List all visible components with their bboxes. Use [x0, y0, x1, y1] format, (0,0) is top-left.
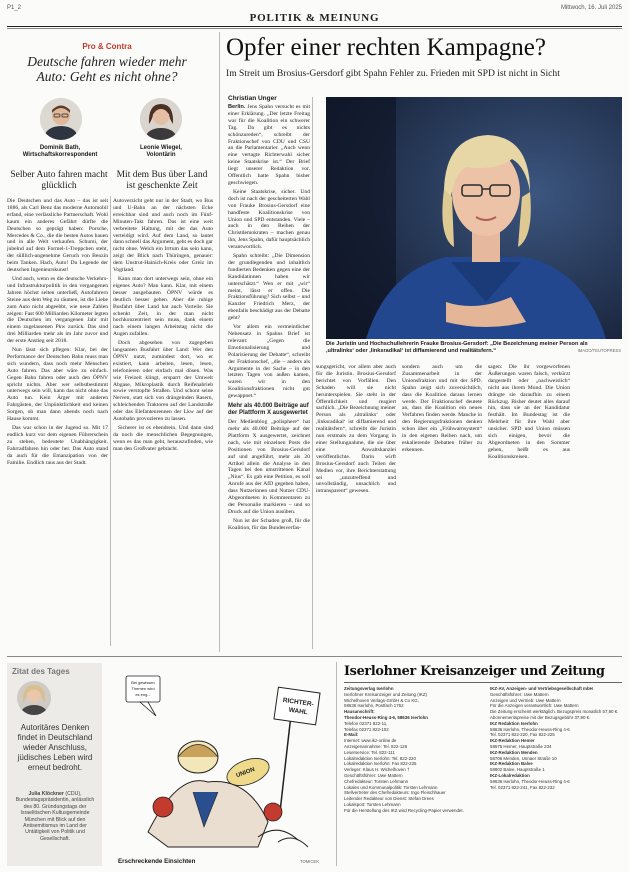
impressum-line: 58636 Iserlohn, Theodor-Heuss-Ring 4-6 — [490, 778, 570, 784]
cartoon-badge-text: UNION — [235, 766, 256, 780]
impressum-line: Zeitungsverlag Iserlohn — [344, 686, 394, 691]
quote-text: Autoritäres Denken findet in Deutschland wieder Anschluss, jüdisches Leben wird erneut bedroht. — [17, 723, 93, 772]
cartoon-bubble-text: Themen wird — [131, 686, 155, 691]
contra-paragraph: Doch abgesehen von zugegeben langsamen Busfahrt über Land: Wer den ÖPNV nutzt, zumindest dort, wo er existiert, kann arbeiten, lesen, lesen, telefonieren oder einfach mal dösen. Was wie Freizeit klingt, ersparrt der Umwelt Abgase, Mikroplastik durch Reifenabrieb sowie verstopfte Straßen. Und schont seine Nerven, statt sich von drängelnden Rasern, schleichenden Traktoren auf der Landstraße oder das Elefantenrennen der Lkw auf der Autobahn provozieren zu lassen. — [113, 340, 213, 423]
contra-paragraph: Autoverzicht geht nur in der Stadt, wo Bus und U-Bahn an der nächsten Ecke erreichbar sind und auch noch im Fünf-Minuten-Takt fahren. Das ist eine weit verbreitete Haltung, mit der das Auto verteidigt wird. Auf dem Land, so lautet dann schnell das Argument, geht es doch gar nicht ohne. Welch ein Irrtum das sein kann, zeigt der Blick nach Thüringen, genauer: dem Unstrut-Hainich-Kreis oder Greiz im Vogtland. — [113, 198, 213, 274]
masthead-rule-2 — [7, 28, 622, 29]
impressum-line: Anzeigenannahme: Tel. 822-126 — [344, 743, 408, 749]
impressum-line: Für die Anzeigen verantwortlich: Uwe Mattern — [490, 703, 579, 709]
cartoon-caption: Erschreckende Einsichten — [118, 858, 196, 865]
impressum-line: Telefon 02371 822-11, — [344, 720, 388, 726]
impressum-line: Tel. 02371 822-220, Fax 822-225 — [490, 732, 555, 738]
main-col1-p1: Jens Spahn versucht es mit einer Erklärung. „Der letzte Freitag war für die Koalition ein schwerer Tag. Da gibt es nichts schönzureden“, schreibt der Fraktionschef von CDU und CSU an die Parlamentarier. „Auch wenn eine vertagte Richterwahl sicher keine Staatskrise ist.“ Der Brief liegt unserer Redaktion vor. Offentlich hatte Spahn bisher geschwiegen. — [228, 104, 310, 186]
impressum-logo: Iserlohner Kreisanzeiger und Zeitung — [344, 664, 605, 679]
quote-label: Zitat des Tages — [12, 667, 70, 676]
impressum-line: 58636 Iserlohn, Postfach 1762 — [344, 703, 404, 709]
pro-body — [7, 198, 108, 646]
quote-attribution-name: Julia Klöckner — [28, 791, 64, 797]
impressum-line: IKZ-Redaktion Balve — [490, 761, 533, 767]
photo-credit: IMAGO/TEUTOPRESS — [577, 348, 621, 353]
main-col1-p4: Vor allem ein vermeintlicher Nebensatz in Spahns Brief ist relevant: „Gegen die Emotionalisierung und Polarisierung der Debatte“, schreibt der Fraktionschef, „die – anders als Argumente in der Sache – in den letzten Tagen von außen kamen, waren wir in den Koalitionsfraktionen nicht gut gewappnet.“ — [228, 324, 310, 400]
impressum-line: Stellvertreter des Chefredakteurs: Ingo Fleischhauer — [344, 790, 446, 796]
main-col1-p3: Spahn schreibt: „Die Dimension der grundlegenden und inhaltlich fundierten Bedenken gegen eine der Kandidatinnen haben wir unterschätzt.“ Wen er mit „wir“ meint, lässt er offen. Die Fraktionsführung? Sich selbst – und Kanzler Friedrich Merz, der ebenfalls beschädigt aus der Debatte geht? — [228, 253, 310, 322]
pro-paragraph: Die Deutschen und das Auto – das ist seit 1886, als Carl Benz das moderne Automobil erfand, eine verlässliche Partnerschaft. Wohl kaum ein anderes Gefährt dürfte die Deutschen so geprägt haben: Porsche, Mercedes & Co., die die besten Autos bauen und in alle Welt verkaufen. Schumi, der jubelnd auf dem Formel-1-Treppchen steht, der sülllich-angenehme Geruch von Benzin beim Tanken. Hach, Auto! Du Legende der deutschen Ingenieurskunst! — [7, 198, 108, 274]
impressum-line: Leitender Redakteur von Dienst: Stefan Drees — [344, 796, 434, 802]
impressum-line: IKZ-AV, Anzeigen- und Vertriebsgesellschaft mbH — [490, 686, 593, 691]
impressum-line: 58706 Menden, Unnaer Straße 10 — [490, 755, 557, 761]
main-photo — [326, 97, 622, 339]
bottom-rule — [7, 656, 622, 657]
main-headline: Opfer einer rechten Kampagne? — [226, 34, 546, 61]
main-subhead: Im Streit um Brosius-Gersdorf gibt Spahn Fehler zu. Frieden mit SPD ist nicht in Sicht — [226, 68, 560, 79]
impressum-line: Lokalredaktion Iserlohn: Tel. 822-220 — [344, 755, 416, 761]
impressum-line: Lokalredaktion Iserlohn: Fax 822-225 — [344, 761, 417, 767]
cartoon-sign-text: WAHL — [288, 706, 309, 717]
issue-date: Mittwoch, 16. Juli 2025 — [560, 5, 622, 11]
pro-author-portrait — [40, 98, 82, 140]
pro-headline: Selber Auto fahren macht glücklich — [10, 170, 108, 191]
main-col1b: Der Medienblog „polisphere“ hat mehr als 40.000 Beiträge auf der Plattform X ausgewertet, zeichnet nach, wie mit einzelnen Posts die Positionen von Brosius-Gersdorf auf und angeführt, mehr als 20 Artikel allein die Analyse in den Tagen bei den umstrittenen Kanal „Nius“. Es gab eine Petition, es soll Anrufe aus der AfD gegeben haben, dass Nutzerinnen und Nutzer CDU-Abgeordneten in Kommentaren zu der Personalie markieren – und so Druck auf die Union ausüben. — [228, 419, 310, 515]
impressum-line: Abonnementspreise mit der Bezugsgebühr 37,90 €. — [490, 714, 591, 720]
impressum-line: Wichelhoven Verlags-GmbH & Co KG, — [344, 697, 419, 703]
impressum-line: Geschäftsführer: Uwe Mattern — [490, 691, 549, 697]
impressum-line: Chefredakteur: Torsten Lehmann — [344, 778, 409, 784]
impressum-line: Lokales und Kommunalpolitik: Torsten Lehmann — [344, 784, 438, 790]
main-col1 — [228, 104, 310, 649]
masthead-rule — [7, 26, 622, 27]
impressum-line: Iserlohner Kreisanzeiger und Zeitung (IKZ) — [344, 691, 427, 697]
impressum-right — [490, 686, 622, 790]
impressum-line: Für die Herstellung des IKZ wird Recycling-Papier verwendet. — [344, 807, 464, 813]
quote-attribution — [13, 791, 97, 842]
contra-body — [113, 198, 213, 646]
impressum-line: Leserservice: Tel. 822-111 — [344, 749, 395, 755]
contra-paragraph: Sicherer ist es ebendrein. Und dann sind da noch die menschlichen Begegnungen, wenn es das man geht, herauszufinden, wie man den Großvater gebracht. — [113, 425, 213, 452]
impressum-line: Hausanschrift: — [344, 709, 375, 715]
quote-box — [7, 663, 102, 866]
procontra-divider — [110, 196, 111, 646]
impressum-line: Anzeigen und Vertrieb: Uwe Mattern — [490, 697, 561, 703]
impressum-line: 58675 Hemer, Hauptstraße 234 — [490, 743, 552, 749]
main-col3: sondern auch um die Zusammenarbeit in der Unionsfraktion und mit der SPD. Spahn zeigt sich zuversichtlich, dass die Koalition daraus lernen werde. Der Fraktionschef deutete an, dass die Koalition ein neues Verfahren finden werde. Manche in den Regierungsfraktionen denken schon über ein „Frühwarnsystem“ in den eigenen Reihen nach, um eskalierende Debatten früher zu erkennen. — [402, 364, 482, 453]
section-title: POLITIK & MEINUNG — [249, 12, 380, 24]
contra-author-portrait — [140, 98, 182, 140]
column-divider-main — [219, 32, 220, 652]
contra-author-name: Leonie Wiegel, — [140, 145, 182, 151]
procontra-kicker: Pro & Contra — [82, 42, 132, 51]
cartoon-credit: TOMICEK — [300, 859, 320, 864]
impressum-line: Die Zeitung erscheint werktäglich. Bezugspreis monatlich 57,90 €. — [490, 709, 619, 715]
impressum-line: E-Mail: — [344, 732, 359, 738]
cartoon-bubble-text: Bei gewissen — [131, 680, 155, 685]
main-col1c: Nun ist der Schaden groß, für die Koalition, für das Bundesverfas- — [228, 517, 310, 531]
impressum-line: Geschäftsführer: Uwe Mattern — [344, 772, 403, 778]
cartoon — [108, 662, 330, 858]
main-col4: sagen: Die ihr vorgeworfenen Äußerungen waren falsch, verkürzt dargestellt oder „nachweislich“ nicht aus ihrem Mund. Die Union drängte sie daraufhin zu einem Rückzug. Bisher deutet alles darauf hin, dass sie an der Kandidatur festhält. Im Bundestag ist die Mehrheit für ihre Wahl aber unsicher. SPD und Union müssen sich einigen, bevor die Abgeordneten in den Sommer gehen, heißt es aus Koalitionskreisen. — [488, 364, 570, 460]
impressum-line: Lokalsport: Torsten Lehmann — [344, 801, 401, 807]
quote-attribution-detail: (CDU), Bundestagspräsidentin, anlässlich des 80. Gründungstags der Israelitischen Kultusgemeinde München mit Blick auf den Antisemitismus im Land der Untätigkeit von Politik und Gesellschaft. — [15, 791, 95, 842]
main-author: Christian Unger — [228, 95, 277, 102]
impressum-line: Tel. 02371 822-241, Fax 822-232 — [490, 784, 555, 790]
pro-paragraph: Und auch, wenn es die deutsche Verkehrs- und Infrastrukturpolitik in den vergangenen Jahren höchst selten unterließ, Autofahrern Steine aus dem Weg zu räumen, ist die Liebe zum Auto nicht abgeebbt, wie neue Zahlen zeigen: Fast 600 Milliarden Kilometer legten die Deutschen im vergangenen Jahr mit einem zugelassenen Pkw zurück. Das sind drei Milliarden mehr als im Jahr zuvor und der erste Anstieg seit 2018. — [7, 275, 108, 345]
quote-portrait — [17, 681, 51, 715]
impressum-rule — [344, 682, 622, 683]
main-dateline: Berlin. — [228, 104, 246, 110]
impressum-line: Telefax 02371 822-102 — [344, 726, 389, 732]
main-col1-p2: Keine Staatskrise, sicher. Und doch ist nach der gescheiterten Wahl von Frauke Brosius-Gersdorf eine handfeste Koalitionskrise von Union und SPD entstanden. Viele – auch in den Reihen der Christdemokraten – machen genau ihn, Jens Spahn, dafür hauptsächlich verantwortlich. — [228, 188, 310, 251]
impressum-left — [344, 686, 484, 814]
impressum-line: IKZ-Redaktion Hemer — [490, 738, 535, 744]
main-col2: sungsgericht, vor allem aber auch für die Juristin. Brosius-Gersdorf berichtet von Vorfällen. Den Schaden will sie nicht herunterspielen. Sie steht in der Öffentlichkeit und reagiert sachlich. „Die Bezeichnung meiner Person als ,ultralinks‘ oder ,linksradikal‘ ist diffamierend und realitätsfern“, schreibt die Juristin nun erstmals zu dem Vorgang in einer Stellungnahme, die sie über eine Anwaltskanzlei veröffentlichte. Darin wirft Brosius-Gersdorf auch Teilen der Medien vor, ihre Berichterstattung sei „unzutreffend und unvollständig, unsachlich und intransparent“ gewesen. — [316, 364, 396, 495]
page-id: P1_2 — [7, 5, 22, 11]
procontra-headline: Deutsche fahren wieder mehr Auto: Geht es nicht ohne? — [27, 54, 187, 84]
cartoon-sign-text: RICHTER- — [282, 696, 315, 709]
impressum-line: Theodor-Heuss-Ring 4-6, 58636 Iserlohn — [344, 714, 428, 720]
contra-paragraph: Kann man dort unterwegs sein, ohne ein eigenes Auto? Man kann. Klar, mit einem besser ausgebauten ÖPNV würde es deutlich besser gehen. Aber die ruhige Busfahrt über Land hat auch Vorteile. Sie schenkt Zeit, in der man nicht hochkonzentriert sein muss, dank einem nach einem langen Arbeitstag nicht die Augen zufallen. — [113, 275, 213, 338]
main-col-divider — [312, 97, 313, 649]
impressum-line: IKZ-Lokalredaktion — [490, 772, 530, 778]
pro-author-role: Wirtschaftskorrespondent — [22, 152, 98, 158]
pro-paragraph: Nun lässt sich pflegen: Klar, bei der Performance der Deutschen Bahn muss man sich wundern, dass noch mehr Menschen Auto fahren. Das aber wäre zu einfach. Gegen Bahn fahren oder auch den ÖPNV spricht nichts. Aber wer selbstbestimmt unterwegs sein will, kann das nicht ohne das Auto tun. Kein Ärger mit anderen Fahrgästen, der Unpünktlichkeit und keinen Sorgen, ob man dann abends noch nach Hause kommt. — [7, 347, 108, 423]
contra-headline: Mit dem Bus über Land ist geschenkte Zeit — [116, 170, 208, 191]
impressum-line: Verleger: Klaus H. Wichelhoven † — [344, 767, 410, 773]
pro-paragraph: Das war schon in der Jugend so. Mit 17 endlich kurz vor dem eigenen Führerschein zu stehen, bedeutete Unabhängigkeit. Fahrradfahren hin oder her. Das Auto stand da auch für die Emanzipation von der Familie. Endlich raus aus der Stadt. — [7, 425, 108, 466]
main-col1-lead — [228, 104, 310, 187]
impressum-line: IKZ-Redaktion Menden — [490, 749, 538, 755]
pro-author-name: Dominik Bath, — [39, 145, 81, 151]
main-section-head: Mehr als 40.000 Beiträge auf der Plattform X ausgewertet — [228, 403, 309, 417]
impressum-line: Internet: www.ikz-online.de — [344, 738, 397, 744]
bottom-divider — [336, 662, 337, 866]
contra-author-role: Volontärin — [146, 152, 176, 158]
impressum-line: IKZ Redaktion Iserlohn — [490, 720, 538, 726]
impressum-line: 58636 Iserlohn, Theodor-Heuss-Ring 4-6 — [490, 726, 570, 732]
impressum-line: 58802 Balve, Hauptstraße 1 — [490, 767, 545, 773]
cartoon-bubble-text: es eng... — [135, 692, 151, 697]
photo-caption: Die Juristin und Hochschullehrerin Frauke Brosius-Gersdorf: „Die Bezeichnung meiner Person als ,ultralinks‘ oder ,linksradikal‘ ist diffamierend und realitätsfern.“ — [326, 341, 588, 354]
